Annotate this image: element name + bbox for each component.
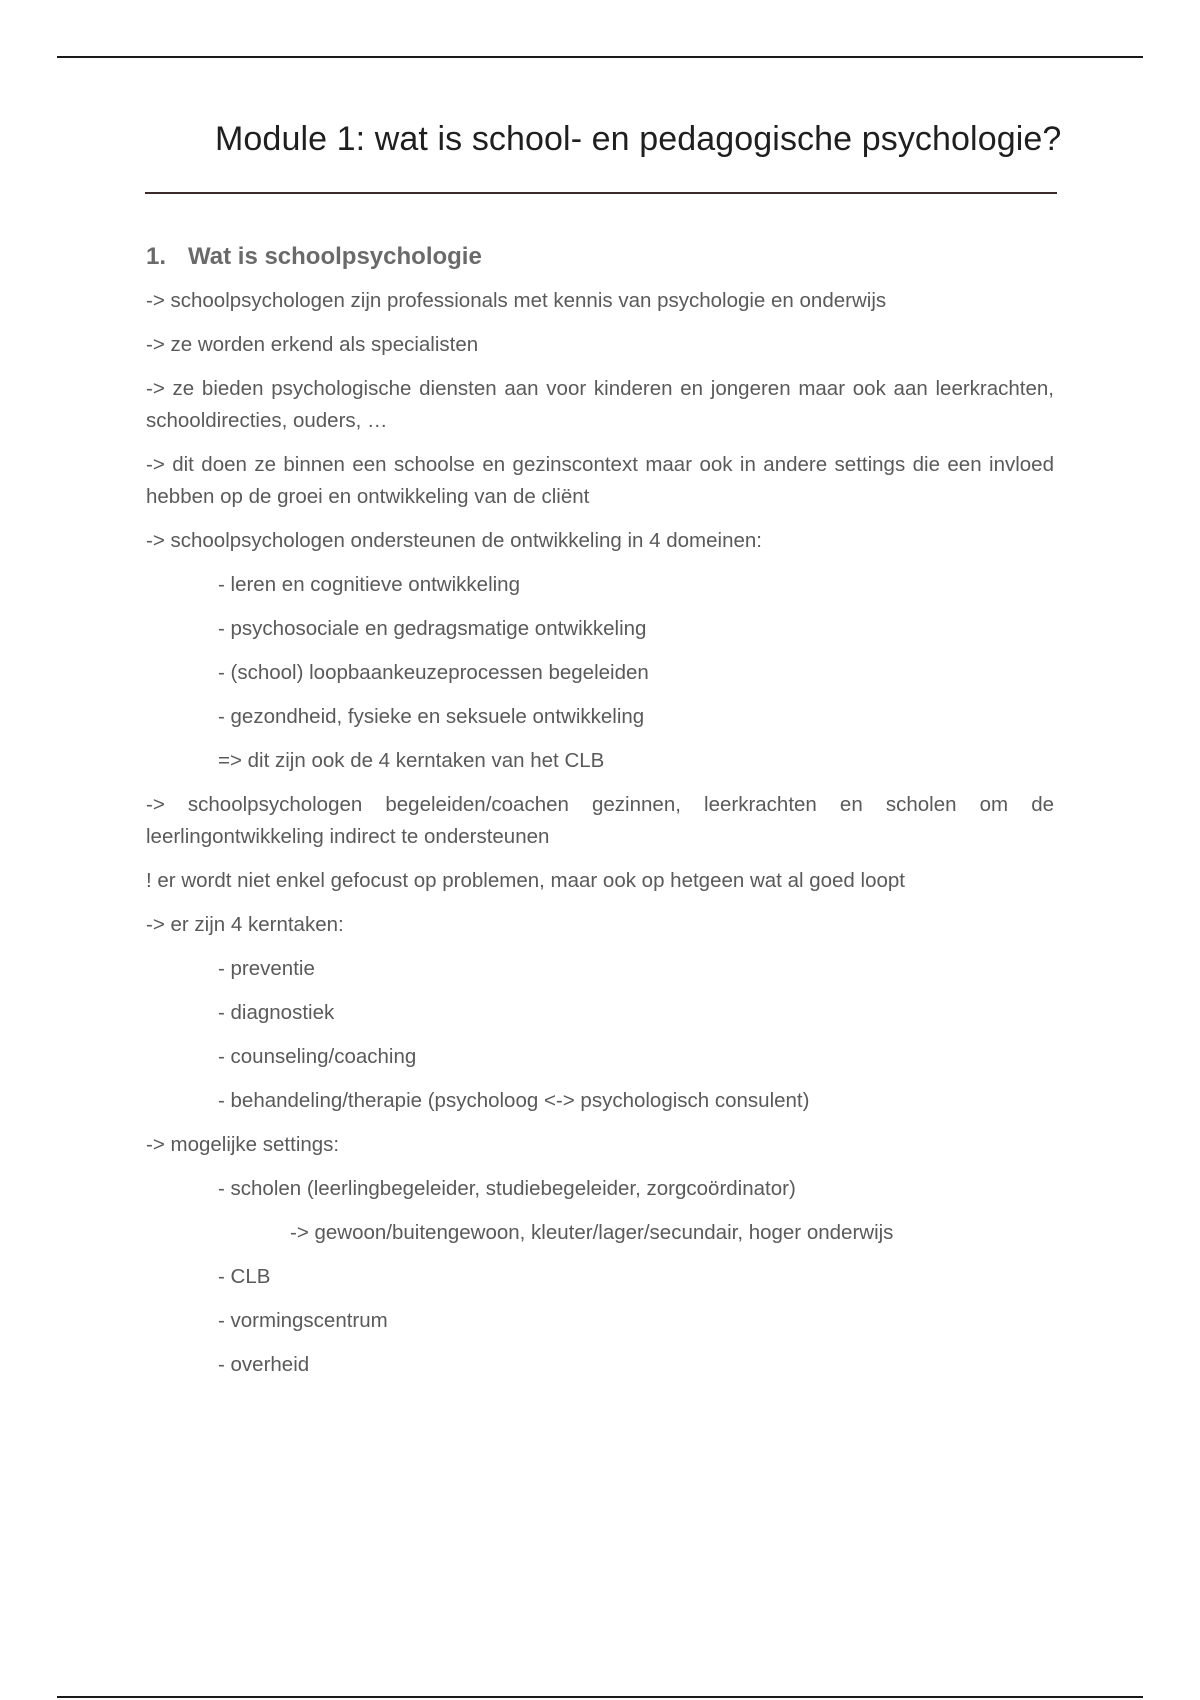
domain-note: => dit zijn ook de 4 kerntaken van het CLB	[218, 749, 605, 772]
domain-list-item: - psychosociale en gedragsmatige ontwikkeling	[218, 617, 647, 640]
section-heading	[146, 243, 1054, 271]
page-title: Module 1: wat is school- en pedagogische psychologie?	[215, 120, 1062, 158]
page-top-border	[57, 56, 1143, 58]
paragraph: -> schoolpsychologen zijn professionals met kennis van psychologie en onderwijs	[146, 289, 887, 312]
paragraph: -> ze worden erkend als specialisten	[146, 333, 479, 356]
section-number: 1.	[146, 243, 167, 270]
paragraph: -> schoolpsychologen begeleiden/coachen gezinnen, leerkrachten en scholen om de leerlingontwikkeling indirect te ondersteunen	[146, 793, 1054, 848]
setting-subitem: -> gewoon/buitengewoon, kleuter/lager/secundair, hoger onderwijs	[290, 1221, 894, 1244]
page-bottom-border	[57, 1696, 1143, 1698]
domain-list-item: - leren en cognitieve ontwikkeling	[218, 573, 520, 596]
section-title: Wat is schoolpsychologie	[188, 243, 482, 270]
setting-item: - scholen (leerlingbegeleider, studiebegeleider, zorgcoördinator)	[218, 1177, 796, 1200]
core-task-item: - preventie	[218, 957, 315, 980]
paragraph: -> schoolpsychologen ondersteunen de ontwikkeling in 4 domeinen:	[146, 529, 762, 552]
core-task-item: - diagnostiek	[218, 1001, 335, 1024]
core-task-item: - behandeling/therapie (psycholoog <-> psychologisch consulent)	[218, 1089, 810, 1112]
title-underline	[145, 192, 1057, 194]
domain-list-item: - gezondheid, fysieke en seksuele ontwikkeling	[218, 705, 645, 728]
document-body	[146, 243, 1054, 1393]
paragraph: -> ze bieden psychologische diensten aan voor kinderen en jongeren maar ook aan leerkrachten, schooldirecties, ouders, …	[146, 377, 1054, 432]
setting-item: - overheid	[218, 1353, 310, 1376]
paragraph: -> dit doen ze binnen een schoolse en gezinscontext maar ook in andere settings die een invloed hebben op de groei en ontwikkeling van de cliënt	[146, 453, 1054, 508]
paragraph: -> er zijn 4 kerntaken:	[146, 913, 344, 936]
setting-item: - vormingscentrum	[218, 1309, 388, 1332]
setting-item: - CLB	[218, 1265, 271, 1288]
paragraph: ! er wordt niet enkel gefocust op problemen, maar ook op hetgeen wat al goed loopt	[146, 869, 905, 892]
paragraph: -> mogelijke settings:	[146, 1133, 340, 1156]
core-task-item: - counseling/coaching	[218, 1045, 417, 1068]
domain-list-item: - (school) loopbaankeuzeprocessen begeleiden	[218, 661, 649, 684]
